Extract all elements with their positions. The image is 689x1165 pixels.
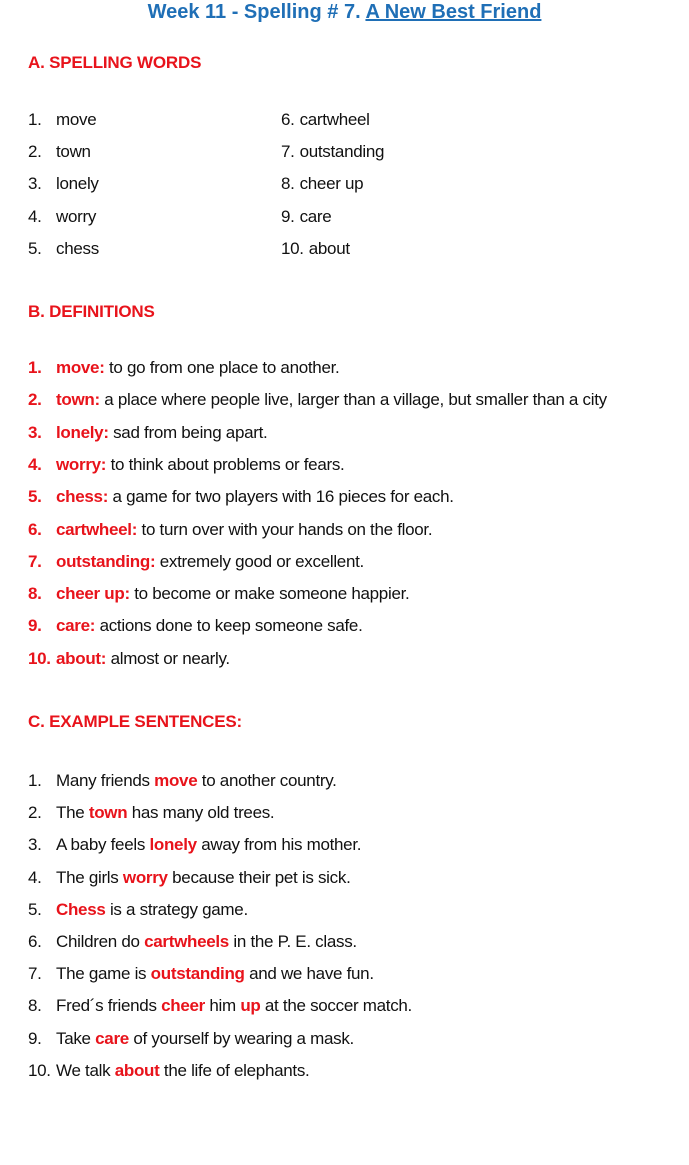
example-sentence <box>28 995 412 1017</box>
highlighted-word: town <box>88 803 128 823</box>
highlighted-word: worry <box>122 867 168 887</box>
item-number: 2. <box>28 803 42 823</box>
sentence-text: to another country. <box>197 771 337 790</box>
item-number: 1. <box>28 110 42 129</box>
item-number: 5. <box>28 487 42 507</box>
definition-text: to go from one place to another. <box>104 358 340 377</box>
item-number: 9. <box>281 206 295 226</box>
item-number: 10. <box>28 1060 51 1080</box>
spelling-word-item <box>28 109 96 131</box>
spelling-word: move <box>56 110 97 129</box>
definition-term: about: <box>56 648 107 668</box>
highlighted-word: about <box>114 1060 160 1080</box>
item-number: 9. <box>28 1028 42 1048</box>
spelling-word: cartwheel <box>299 110 370 129</box>
item-number: 3. <box>28 174 42 194</box>
definition-term: outstanding: <box>56 551 156 571</box>
definition-text: to think about problems or fears. <box>106 454 345 474</box>
example-sentence <box>28 834 361 856</box>
item-number: 5. <box>28 899 42 919</box>
definition-item <box>28 486 454 508</box>
section-heading-spelling-words: A. SPELLING WORDS <box>28 53 202 72</box>
example-sentence <box>28 867 351 889</box>
item-number: 3. <box>28 422 42 442</box>
spelling-word: cheer up <box>299 174 364 194</box>
definition-item <box>28 648 230 670</box>
sentence-text: away from his mother. <box>196 835 362 855</box>
example-sentence <box>28 899 248 921</box>
sentence-text: of yourself by wearing a mask. <box>128 1028 354 1048</box>
example-sentence <box>28 931 357 953</box>
item-number: 10. <box>28 648 51 668</box>
example-sentence <box>28 963 374 985</box>
spelling-word-item <box>281 141 384 163</box>
item-number: 6. <box>28 932 42 951</box>
item-number: 6. <box>281 110 295 129</box>
definition-text: almost or nearly. <box>106 648 230 668</box>
sentence-text: and we have fun. <box>244 964 374 984</box>
item-number: 4. <box>28 206 42 226</box>
sentence-text: Many friends <box>56 771 155 790</box>
item-number: 1. <box>28 771 42 790</box>
item-number: 8. <box>28 996 42 1016</box>
spelling-word: chess <box>56 238 99 258</box>
spelling-word: town <box>56 142 91 162</box>
sentence-text: the life of elephants. <box>159 1060 310 1080</box>
item-number: 8. <box>28 584 42 604</box>
sentence-text: The game is <box>56 964 151 984</box>
item-number: 9. <box>28 616 42 636</box>
definition-item <box>28 583 409 605</box>
section-heading-definitions: B. DEFINITIONS <box>28 302 155 321</box>
definition-term: town: <box>56 390 100 410</box>
spelling-word: about <box>308 238 350 258</box>
item-number: 5. <box>28 238 42 258</box>
highlighted-word: lonely <box>149 835 197 855</box>
highlighted-word: care <box>95 1028 129 1048</box>
sentence-text: Fred´s friends <box>56 996 162 1016</box>
highlighted-word: cheer <box>161 996 205 1016</box>
definition-term: cartwheel: <box>56 519 138 539</box>
spelling-word: lonely <box>56 174 99 194</box>
definition-term: worry: <box>56 454 107 474</box>
item-number: 7. <box>28 551 42 571</box>
definition-item <box>28 389 607 411</box>
section-heading-example-sentences: C. EXAMPLE SENTENCES: <box>28 712 242 731</box>
spelling-word-item <box>281 238 350 260</box>
highlighted-word: Chess <box>56 899 106 919</box>
example-sentence <box>28 802 274 824</box>
definition-text: a game for two players with 16 pieces for each. <box>108 487 454 507</box>
sentence-text: because their pet is sick. <box>167 867 351 887</box>
item-number: 10. <box>281 238 304 258</box>
definition-text: actions done to keep someone safe. <box>95 616 363 636</box>
spelling-word: outstanding <box>299 142 385 162</box>
spelling-word-item <box>28 141 91 163</box>
item-number: 1. <box>28 358 42 377</box>
sentence-text: Take <box>56 1028 96 1048</box>
item-number: 7. <box>281 142 295 162</box>
definition-item <box>28 551 364 573</box>
spelling-word: care <box>299 206 332 226</box>
spelling-word-item <box>281 173 363 195</box>
sentence-text: A baby feels <box>56 835 150 855</box>
story-title: A New Best Friend <box>365 1 542 23</box>
spelling-word-item <box>28 238 99 260</box>
title-prefix: Week 11 - Spelling # 7. <box>147 1 366 23</box>
spelling-word-item <box>281 206 331 228</box>
definition-term: lonely: <box>56 422 109 442</box>
definition-item <box>28 454 344 476</box>
definition-term: care: <box>56 616 96 636</box>
page-title <box>0 1 689 24</box>
highlighted-word: up <box>240 996 261 1016</box>
definition-term: cheer up: <box>56 584 130 604</box>
sentence-text: him <box>204 996 241 1016</box>
item-number: 4. <box>28 454 42 474</box>
example-sentence <box>28 1060 309 1082</box>
definition-text: sad from being apart. <box>108 422 268 442</box>
definition-text: a place where people live, larger than a village, but smaller than a city <box>99 390 607 410</box>
item-number: 3. <box>28 835 42 855</box>
definition-text: extremely good or excellent. <box>155 551 364 571</box>
definition-term: chess: <box>56 487 109 507</box>
sentence-text: has many old trees. <box>127 803 275 823</box>
sentence-text: The girls <box>56 867 123 887</box>
highlighted-word: move <box>154 771 198 790</box>
example-sentence <box>28 1028 354 1050</box>
example-sentence <box>28 770 337 792</box>
definition-item <box>28 615 363 637</box>
definition-text: to become or make someone happier. <box>129 584 410 604</box>
definition-item <box>28 519 432 541</box>
spelling-word-item <box>28 206 96 228</box>
sentence-text: The <box>56 803 89 823</box>
definition-text: to turn over with your hands on the floor. <box>137 519 433 539</box>
item-number: 2. <box>28 142 42 162</box>
highlighted-word: cartwheels <box>144 932 229 951</box>
sentence-text: Children do <box>56 932 145 951</box>
sentence-text: We talk <box>56 1060 115 1080</box>
item-number: 8. <box>281 174 295 194</box>
sentence-text: is a strategy game. <box>105 899 248 919</box>
definition-item <box>28 422 267 444</box>
item-number: 6. <box>28 519 42 539</box>
highlighted-word: outstanding <box>150 964 245 984</box>
item-number: 4. <box>28 867 42 887</box>
spelling-word-item <box>28 173 99 195</box>
item-number: 7. <box>28 964 42 984</box>
definition-item <box>28 357 339 379</box>
spelling-word: worry <box>56 206 97 226</box>
definition-term: move: <box>56 358 105 377</box>
spelling-word-item <box>281 109 370 131</box>
sentence-text: at the soccer match. <box>260 996 412 1016</box>
sentence-text: in the P. E. class. <box>228 932 357 951</box>
item-number: 2. <box>28 390 42 410</box>
